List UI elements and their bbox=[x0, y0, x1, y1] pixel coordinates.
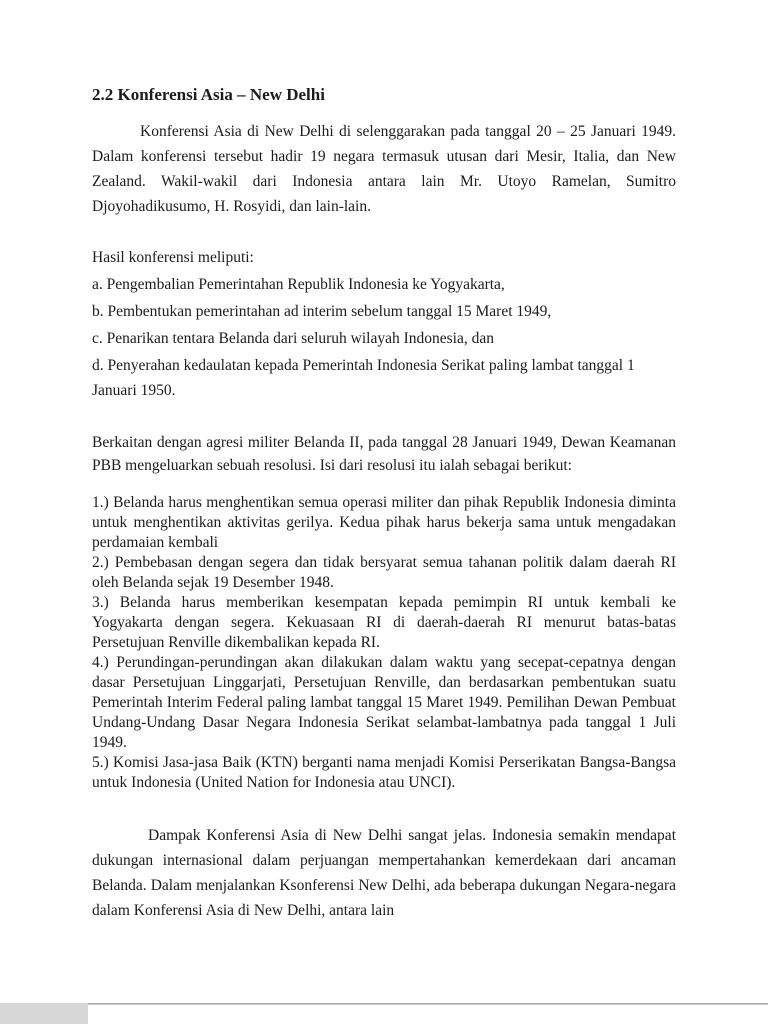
result-item-a: a. Pengembalian Pemerintahan Republik Indonesia ke Yogyakarta, bbox=[92, 276, 505, 293]
result-item-d: d. Penyerahan kedaulatan kepada Pemerintah Indonesia Serikat paling lambat tanggal 1 Januari 1950. bbox=[92, 357, 635, 399]
result-item-c: c. Penarikan tentara Belanda dari seluruh wilayah Indonesia, dan bbox=[92, 330, 494, 347]
resolution-point-5: 5.) Komisi Jasa-jasa Baik (KTN) berganti nama menjadi Komisi Perserikatan Bangsa-Bangsa untuk Indonesia (United Nation for Indonesia atau UNCI). bbox=[92, 754, 676, 791]
resolution-point-1: 1.) Belanda harus menghentikan semua operasi militer dan pihak Republik Indonesia diminta untuk menghentikan aktivitas gerilya. Kedua pihak harus bekerja sama untuk mengadakan perdamaian kembali bbox=[92, 494, 676, 551]
viewer-background-corner bbox=[0, 1003, 88, 1024]
section-heading: 2.2 Konferensi Asia – New Delhi bbox=[92, 85, 325, 104]
result-item-b: b. Pembentukan pemerintahan ad interim sebelum tanggal 15 Maret 1949, bbox=[92, 303, 552, 320]
intro-paragraph: Konferensi Asia di New Delhi di selenggarakan pada tanggal 20 – 25 Januari 1949. Dalam konferensi tersebut hadir 19 negara termasuk utusan dari Mesir, Italia, dan New Zealand. Wakil-wakil dari Indonesia antara lain Mr. Utoyo Ramelan, Sumitro Djoyohadikusumo, H. Rosyidi, dan lain-lain. bbox=[92, 123, 676, 215]
closing-paragraph: Dampak Konferensi Asia di New Delhi sangat jelas. Indonesia semakin mendapat dukungan internasional dalam perjuangan mempertahankan kemerdekaan dari ancaman Belanda. Dalam menjalankan Ksonferensi New Delhi, ada beberapa dukungan Negara-negara dalam Konferensi Asia di New Delhi, antara lain bbox=[92, 827, 676, 919]
resolution-points-list bbox=[92, 493, 676, 793]
resolution-point-3: 3.) Belanda harus memberikan kesempatan kepada pemimpin RI untuk kembali ke Yogyakarta dengan segera. Kekuasaan RI di daerah-daerah RI menurut batas-batas Persetujuan Renville dikembalikan kepada RI. bbox=[92, 594, 676, 651]
resolution-point-4: 4.) Perundingan-perundingan akan dilakukan dalam waktu yang secepat-cepatnya dengan dasar Persetujuan Linggarjati, Persetujuan Renville, dan berdasarkan pembentukan suatu Pemerintah Interim Federal paling lambat tanggal 15 Maret 1949. Pemilihan Dewan Pembuat Undang-Undang Dasar Negara Indonesia Serikat selambat-lambatnya pada tanggal 1 Juli 1949. bbox=[92, 654, 676, 751]
results-list bbox=[92, 272, 676, 403]
results-heading: Hasil konferensi meliputi: bbox=[92, 249, 254, 266]
next-page-top-edge bbox=[88, 1005, 768, 1024]
resolution-intro-paragraph: Berkaitan dengan agresi militer Belanda II, pada tanggal 28 Januari 1949, Dewan Keamanan PBB mengeluarkan sebuah resolusi. Isi dari resolusi itu ialah sebagai berikut: bbox=[92, 434, 676, 474]
resolution-point-2: 2.) Pembebasan dengan segera dan tidak bersyarat semua tahanan politik dalam daerah RI oleh Belanda sejak 19 Desember 1948. bbox=[92, 554, 676, 591]
